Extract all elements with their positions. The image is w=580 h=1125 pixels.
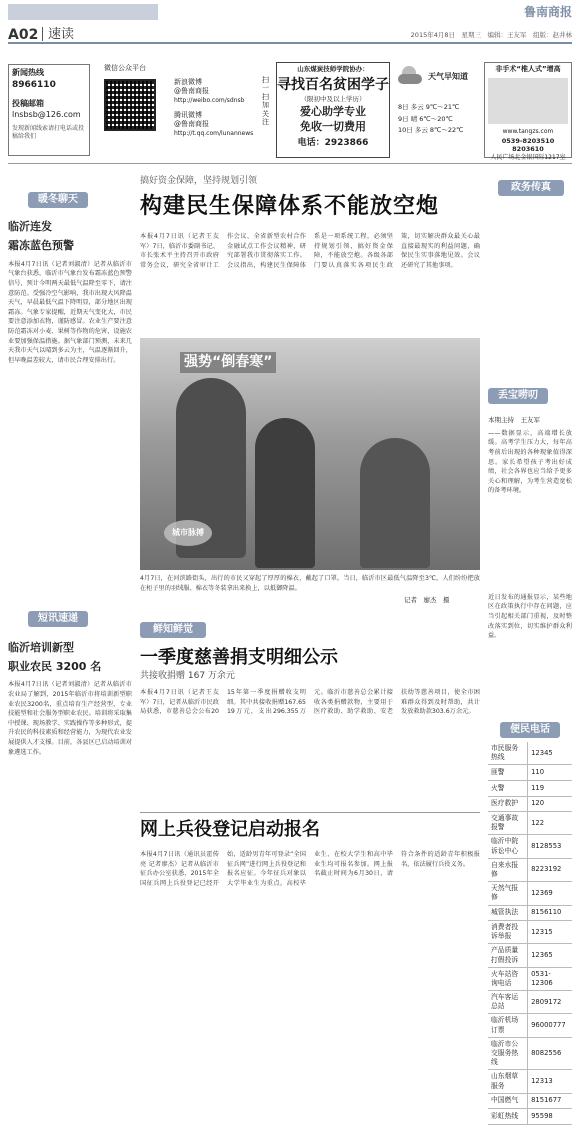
section-title: 速读 [48, 27, 75, 42]
phone-service: 交通事故报警 [488, 812, 528, 835]
main-article-body: 本报4月7日讯（记者王友军）7日，临沂市委副书记、市长张术平主持召开市政府常务会议，研究全省审计工作会议、全省新型农村合作金融试点工作会议精神，研究部署我市贯彻落实工作。会议指出，构建民生保障体系是一项系统工程，必须坚持规划引领，搞好资金保障，不能放空炮。各级各部门要认真落实各项民生政策，切实解决群众最关心最直接最现实的利益问题，确保民生实事落地见效。会议还研究了其他事项。 [140, 233, 480, 269]
phone-service: 城管执法 [488, 905, 528, 921]
page-number: A02 [8, 27, 39, 43]
tag-phones: 便民电话 [500, 722, 560, 738]
photo-figure [360, 438, 430, 568]
phone-service: 天然气报修 [488, 882, 528, 905]
photo-caption: 4月7日，在河滨路街头，出行的市民又穿起了厚厚的棉衣、戴起了口罩。当日，临沂市区最低气温降至3℃，人们纷纷把放在柜子里的羽绒服、棉衣等冬装拿出来换上，以抵御降温。 [140, 575, 480, 592]
height-ad [484, 62, 572, 162]
recruit-article-body: 本报4月7日讯（通讯员霍传亮 记者廖杰）记者从临沂市征兵办公室获悉，2015年全国征兵网上兵役登记已经开始，适龄男青年可登录“全国征兵网”进行网上兵役登记和报名应征。今年征兵对象以大学毕业生为重点，高校毕业生、在校大学生和高中毕业生均可报名参加。网上报名截止时间为6月30日，请符合条件的适龄青年积极报名，依法履行兵役义务。 [140, 851, 480, 887]
tag-chatter: 丢宝唠叨 [488, 388, 548, 404]
ad-line-2: 免收一切费用 [300, 120, 366, 134]
phone-row [488, 1037, 572, 1070]
phone-row [488, 991, 572, 1014]
phone-number[interactable]: 95598 [528, 1109, 572, 1125]
phone-service: 产品质量打假投诉 [488, 944, 528, 967]
left-headline-1: 临沂连发 [8, 220, 52, 233]
main-kicker: 搞好资金保障，坚持规划引领 [140, 176, 258, 186]
tag-warm-chat: 暖冬聊天 [28, 192, 88, 208]
phone-number[interactable]: 0531-12306 [528, 967, 572, 990]
hotline-label: 新闻热线 [12, 68, 44, 77]
phone-service: 山东烟草服务 [488, 1070, 528, 1093]
phone-number[interactable]: 8156110 [528, 905, 572, 921]
ad-line-1: 爱心助学专业 [300, 105, 366, 119]
column-host: 本期主持 王友军 [488, 416, 540, 424]
phone-number[interactable]: 96000777 [528, 1014, 572, 1037]
photo-credit: 记者 廖杰 摄 [404, 596, 450, 604]
left-article-body: 本报4月7日讯（记者刘淑清）记者从临沂市气象台获悉，临沂市气象台发布霜冻蓝色预警信号，预计今明两天最低气温降至零下，请注意防范。受强冷空气影响，我市出现大风降温天气，早晨最低气温下降明显，部分地区出现霜冻。气象专家提醒，近期天气变化大，市民要注意添加衣物，谨防感冒。农业生产要注意防范霜冻对小麦、果树等作物的危害，设施农业要加强保温措施。据气象部门预测，未来几天我市天气以晴到多云为主，气温逐渐回升，但早晚温差较大，请市民合理安排出行。 [8, 260, 132, 364]
column-body-2: 近日发布的通报显示，某些地区在政策执行中存在问题，应当引起相关部门重视，及时整改落实到位，切实维护群众利益。 [488, 593, 572, 640]
news-photo [140, 338, 480, 570]
divider [42, 27, 43, 41]
charity-subheadline: 共接收捐赠 167 万余元 [140, 671, 235, 681]
weibo-name: @鲁南商报 [174, 87, 209, 96]
weather-row: 8日 多云 9℃～21℃ [398, 103, 460, 111]
info-strip [8, 56, 572, 164]
contact-note: 发现新闻线索请打电话或投稿给我们 [12, 124, 85, 140]
recruit-divider [140, 812, 480, 813]
email-address: lnsbsb@126.com [12, 109, 81, 119]
tag-fresh-news: 鲜知鲜觉 [140, 622, 206, 638]
phone-service: 火车站咨询电话 [488, 967, 528, 990]
right-ad-phone: 0539-8203510 8203610 [501, 136, 555, 154]
phone-row [488, 1070, 572, 1093]
phone-row [488, 835, 572, 858]
tag-brief-news: 短讯速递 [28, 611, 88, 627]
tencent-url[interactable]: http://t.qq.com/lunannews [174, 129, 254, 137]
right-ad-url: www.tangzs.com [502, 128, 554, 136]
weibo-block [174, 78, 260, 138]
right-ad-address: 人民广场北金银国际1217室 [490, 154, 566, 162]
weather-row: 9日 晴 6℃～20℃ [398, 114, 453, 123]
phone-service: 汽车客运总站 [488, 991, 528, 1014]
phone-service: 自来水报修 [488, 858, 528, 881]
paper-name: 鲁南商报 [523, 5, 572, 19]
contact-box [8, 64, 90, 156]
phone-service: 医疗救护 [488, 796, 528, 812]
weather-list [398, 102, 463, 137]
column-body: ——数据显示，高端增长放缓。高考学生压力大，每年高考前后出现的各种现象值得深思。家长希望孩子考出好成绩，社会各界也应当给予更多关心和理解，为考生营造宽松的备考环境。 [488, 429, 572, 495]
ad-title: 寻找百名贫困学子 [277, 76, 389, 93]
phone-service: 火警 [488, 780, 528, 796]
weather-block [396, 62, 480, 158]
phone-number[interactable]: 119 [528, 780, 572, 796]
tencent-name: @鲁南商报 [174, 120, 209, 129]
phone-number[interactable]: 12315 [528, 921, 572, 944]
phone-row [488, 1109, 572, 1125]
phone-row [488, 812, 572, 835]
phone-row [488, 780, 572, 796]
phone-number[interactable]: 8128553 [528, 835, 572, 858]
left-headline-3: 临沂培训新型 [8, 640, 74, 654]
phone-number[interactable]: 8223192 [528, 858, 572, 881]
phone-row [488, 1093, 572, 1109]
phone-service: 临沂市公交服务热线 [488, 1037, 528, 1070]
weather-title: 天气早知道 [428, 72, 468, 81]
phone-service: 匪警 [488, 765, 528, 781]
ad-sponsor: 山东煤炭技师学院协办： [297, 65, 369, 73]
right-ad-title: 非手术“椎人式”增高 [495, 65, 561, 73]
weather-row: 10日 多云 8℃～22℃ [398, 126, 464, 135]
phone-number[interactable]: 120 [528, 796, 572, 812]
right-column [488, 388, 572, 723]
tag-city-pulse: 城市脉搏 [164, 520, 212, 546]
phone-service: 临沂中院诉讼中心 [488, 835, 528, 858]
ad-image [488, 78, 568, 124]
wechat-qr-code[interactable] [104, 79, 156, 131]
phone-row [488, 742, 572, 765]
phone-row [488, 921, 572, 944]
phone-number[interactable]: 110 [528, 765, 572, 781]
phone-row [488, 905, 572, 921]
phone-row [488, 882, 572, 905]
phone-row [488, 967, 572, 990]
phone-directory [488, 722, 572, 1125]
phone-row [488, 765, 572, 781]
phone-number[interactable]: 12365 [528, 944, 572, 967]
photo-figure [255, 418, 315, 568]
phone-row [488, 796, 572, 812]
hotline-number: 8966110 [12, 79, 56, 90]
phone-row [488, 944, 572, 967]
ad-phone: 电话：2923866 [297, 138, 369, 149]
phone-row [488, 858, 572, 881]
scan-text: 扫一扫加关注 [262, 76, 269, 126]
wechat-label: 微信公众平台 [104, 64, 146, 72]
left-headline-4: 职业农民 3200 名 [8, 659, 102, 673]
phone-number[interactable]: 12345 [528, 742, 572, 765]
phone-service: 市民服务热线 [488, 742, 528, 765]
phone-service: 临沂机场订票 [488, 1014, 528, 1037]
phone-number[interactable]: 8151677 [528, 1093, 572, 1109]
weibo-label: 新浪微博 [174, 78, 202, 86]
top-color-bar [8, 4, 158, 20]
tencent-label: 腾讯微博 [174, 110, 202, 119]
phone-service: 中国燃气 [488, 1093, 528, 1109]
phone-number[interactable]: 12313 [528, 1070, 572, 1093]
phone-table [488, 742, 572, 1125]
photo-title: 强势“倒春寒” [180, 352, 276, 373]
ad-subtitle: （限初中及以上学历） [300, 94, 366, 103]
charity-headline: 一季度慈善捐支明细公示 [140, 647, 338, 668]
phone-number[interactable]: 122 [528, 812, 572, 835]
phone-service: 消费者投诉举报 [488, 921, 528, 944]
email-label: 投稿邮箱 [12, 98, 44, 108]
wechat-block [104, 64, 164, 131]
tag-gov-news: 政务传真 [498, 180, 564, 196]
sun-cloud-icon [398, 66, 424, 88]
charity-ad [276, 62, 390, 158]
left-column [8, 192, 132, 967]
left-headline-2: 霜冻蓝色预警 [8, 238, 74, 252]
phone-number[interactable]: 12369 [528, 882, 572, 905]
left-article-body-2: 本报4月7日讯（记者刘淑清）记者从临沂市农业局了解到，2015年临沂市将培训新型职业农民3200名，重点培育生产经营型、专业技能型和社会服务型职业农民。培训将采取集中授课、现场教学、实践操作等多种形式，提升农民的科技素质和经营能力，为现代农业发展提供人才支撑。目前，各县区已启动培训对象遴选工作。 [8, 681, 132, 756]
main-headline: 构建民生保障体系不能放空炮 [140, 194, 440, 219]
recruit-headline: 网上兵役登记启动报名 [140, 819, 320, 840]
date-line: 2015年4月8日 星期三 编辑：王友军 组版：赵井林 [410, 31, 572, 39]
phone-service: 彩虹热线 [488, 1109, 528, 1125]
charity-article-body: 本报4月7日讯（记者王友军）7日，记者从临沂市民政局获悉，市慈善总会公布2015年第一季度捐赠收支明细。其中共接收捐赠167.6519万元，支出296.355万元。临沂市慈善总会累计接收各类捐赠款物，主要用于医疗救助、助学救助、安老扶幼等慈善项目，使全市困难群众得到及时帮助，共计发放救助款303.6万余元。 [140, 689, 480, 716]
weibo-url[interactable]: http://weibo.com/sdnsb [174, 96, 245, 104]
phone-number[interactable]: 2809172 [528, 991, 572, 1014]
phone-number[interactable]: 8082556 [528, 1037, 572, 1070]
phone-row [488, 1014, 572, 1037]
masthead [8, 4, 572, 44]
